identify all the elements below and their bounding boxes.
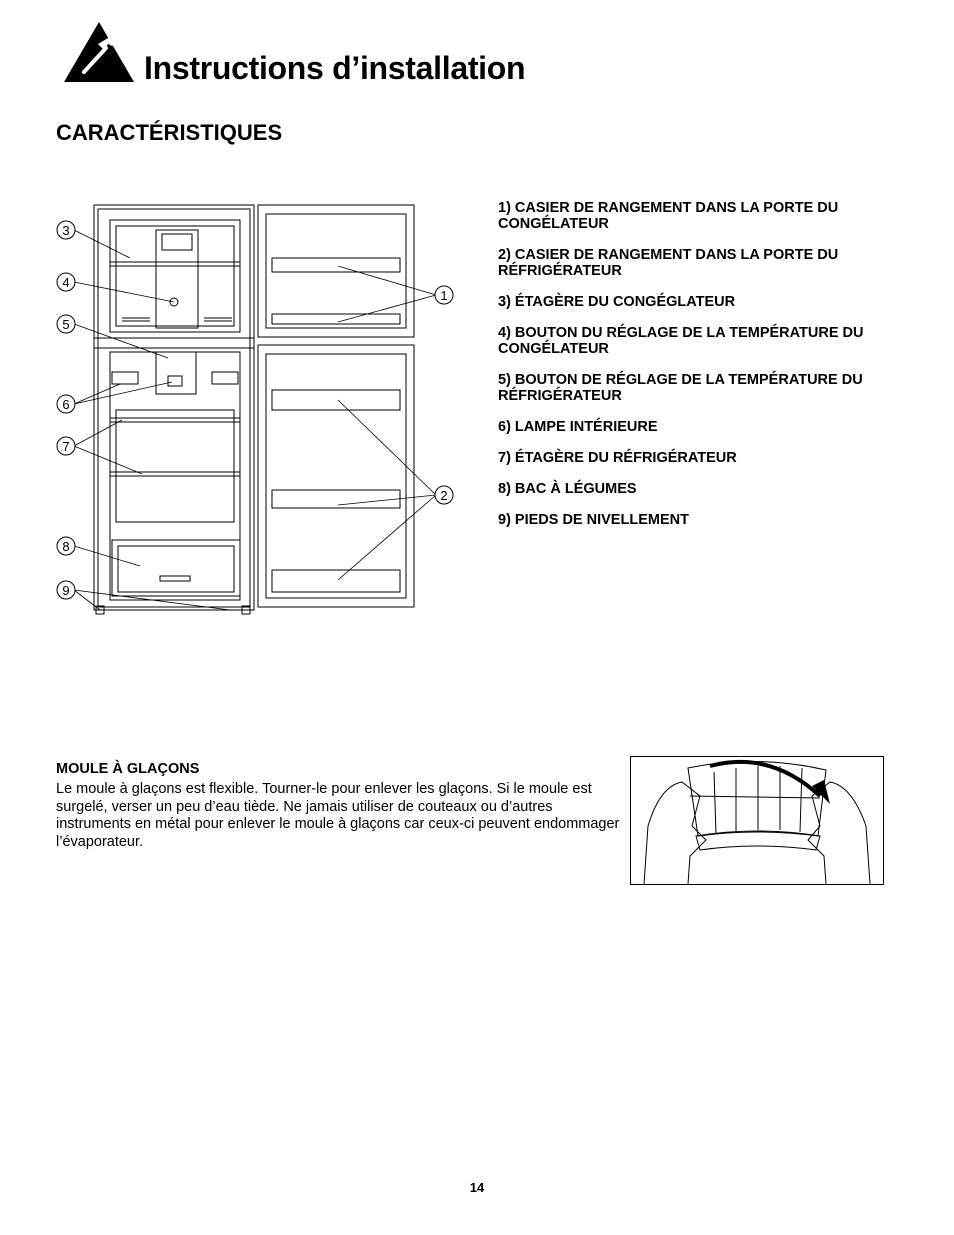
freezer-door-bin-upper xyxy=(272,258,400,272)
feature-item: 9) PIEDS DE NIVELLEMENT xyxy=(498,512,689,528)
feature-item: 4) BOUTON DU RÉGLAGE DE LA TEMPÉRATURE DU CONGÉLATEUR xyxy=(498,325,864,357)
freezer-door xyxy=(258,205,414,337)
page-number: 14 xyxy=(469,1180,485,1195)
freezer-door-bin-lower xyxy=(272,314,400,324)
lamp-left xyxy=(112,372,138,384)
crisper-drawer xyxy=(112,540,240,596)
feature-item: 7) ÉTAGÈRE DU RÉFRIGÉRATEUR xyxy=(498,450,737,466)
interior-lamp xyxy=(168,376,182,386)
refrigerator-diagram xyxy=(52,200,462,620)
feature-item: 8) BAC À LÉGUMES xyxy=(498,481,637,497)
callout-label-1: 1 xyxy=(440,288,448,303)
feature-item: 6) LAMPE INTÉRIEURE xyxy=(498,419,658,435)
feature-item: 1) CASIER DE RANGEMENT DANS LA PORTE DU CONGÉLATEUR xyxy=(498,200,839,232)
fridge-door-bin-bottom xyxy=(272,570,400,592)
callout-label-7: 7 xyxy=(62,439,70,454)
control-housing xyxy=(156,352,196,394)
ice-tray-heading: MOULE À GLAÇONS xyxy=(56,761,200,777)
lamp-right xyxy=(212,372,238,384)
feature-item: 5) BOUTON DE RÉGLAGE DE LA TEMPÉRATURE DU RÉFRIGÉRATEUR xyxy=(498,372,863,404)
callout-label-4: 4 xyxy=(62,275,70,290)
callout-label-2: 2 xyxy=(440,488,448,503)
fridge-door xyxy=(258,345,414,607)
callout-label-9: 9 xyxy=(62,583,70,598)
freezer-compartment xyxy=(110,220,240,332)
fridge-door-bin-top xyxy=(272,390,400,410)
callout-label-5: 5 xyxy=(62,317,70,332)
ice-tray-illustration xyxy=(630,756,884,885)
page-title: Instructions d’installation xyxy=(144,50,526,86)
hammer-warning-icon xyxy=(62,20,136,84)
feature-list xyxy=(498,200,908,543)
section-title: CARACTÉRISTIQUES xyxy=(56,120,283,145)
callout-label-6: 6 xyxy=(62,397,70,412)
feature-item: 2) CASIER DE RANGEMENT DANS LA PORTE DU RÉFRIGÉRATEUR xyxy=(498,247,839,279)
callout-label-8: 8 xyxy=(62,539,70,554)
ice-tray-text: Le moule à glaçons est flexible. Tourner-le pour enlever les glaçons. Si le moule est surgelé, verser un peu d’eau tiède. Ne jamais utiliser de couteaux ou d’autres instruments en métal pour enlever le moule à glaçons car ceux-ci peuvent endommager l’évaporateur. xyxy=(56,781,620,850)
fridge-door-bin-middle xyxy=(272,490,400,508)
feature-item: 3) ÉTAGÈRE DU CONGÉGLATEUR xyxy=(498,294,736,310)
callout-label-3: 3 xyxy=(62,223,70,238)
